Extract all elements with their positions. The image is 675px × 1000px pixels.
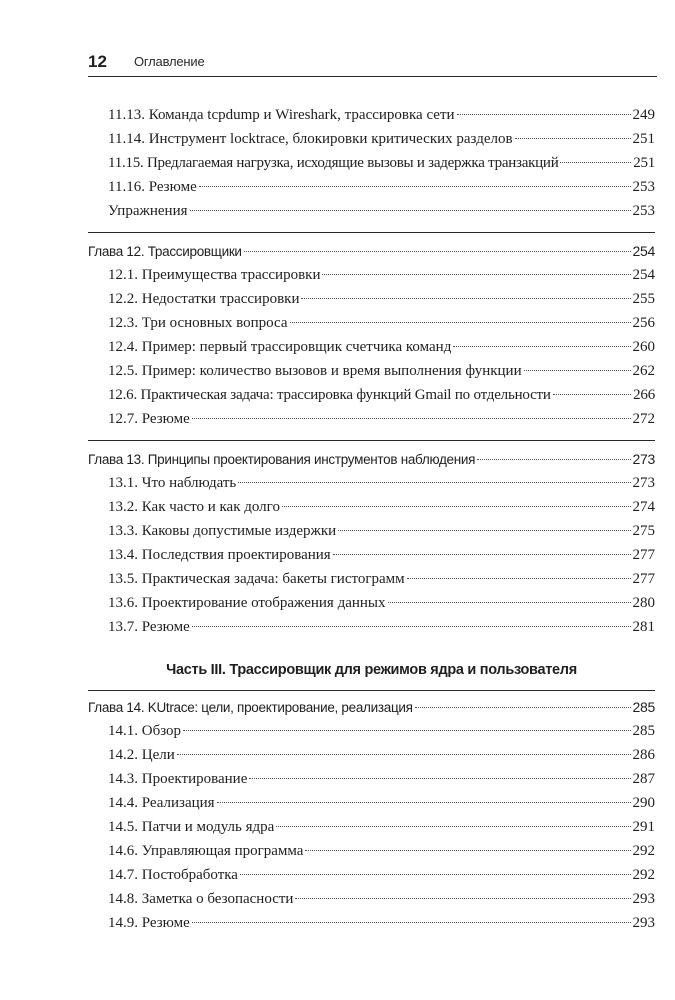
leader-dots (453, 346, 630, 347)
toc-entry[interactable] (88, 616, 655, 638)
toc-entry[interactable] (88, 384, 655, 406)
leader-dots (249, 778, 630, 779)
toc-entry-page: 260 (632, 339, 655, 355)
toc-entry-title: 14.8. Заметка о безопасности (108, 891, 294, 907)
toc-entry-page: 280 (632, 595, 655, 611)
toc-entry-page: 287 (632, 771, 655, 787)
toc-entry[interactable] (88, 152, 655, 174)
toc-entry-title: 14.4. Реализация (108, 795, 215, 811)
leader-dots (244, 251, 631, 252)
toc-entry-title: 13.6. Проектирование отображения данных (108, 595, 386, 611)
page-number: 12 (88, 52, 107, 71)
toc-entry-title: 12.4. Пример: первый трассировщик счетчика команд (108, 339, 452, 355)
leader-dots (333, 554, 631, 555)
chapter-entry[interactable] (88, 240, 655, 262)
toc-entry[interactable] (88, 840, 655, 862)
toc-entry-page: 277 (632, 547, 655, 563)
toc-entry[interactable] (88, 128, 655, 150)
toc-entry[interactable] (88, 720, 655, 742)
leader-dots (276, 826, 630, 827)
part-title[interactable]: Часть III. Трассировщик для режимов ядра и пользователя (166, 662, 577, 678)
toc-entry-page: 275 (632, 523, 655, 539)
toc-entry-title: 12.1. Преимущества трассировки (108, 267, 321, 283)
leader-dots (457, 114, 631, 115)
toc-entry[interactable] (88, 592, 655, 614)
toc-entry-page: 251 (633, 155, 655, 171)
leader-dots (388, 602, 631, 603)
toc-entry-title: 12.3. Три основных вопроса (108, 315, 288, 331)
leader-dots (192, 418, 631, 419)
divider (88, 440, 655, 441)
toc-entry-title: 13.1. Что наблюдать (108, 475, 237, 491)
toc-entry-page: 291 (632, 819, 655, 835)
chapter-page: 285 (632, 699, 655, 715)
leader-dots (322, 274, 630, 275)
toc-entry-title: 14.6. Управляющая программа (108, 843, 304, 859)
running-title: Оглавление (134, 54, 205, 69)
toc-entry-page: 266 (633, 387, 655, 403)
leader-dots (553, 394, 631, 395)
toc-entry-page: 272 (632, 411, 655, 427)
toc-entry-page: 255 (632, 291, 655, 307)
toc-entry-title: 13.7. Резюме (108, 619, 190, 635)
chapter-entry[interactable] (88, 448, 655, 470)
chapter-page: 273 (632, 451, 655, 467)
leader-dots (190, 210, 631, 211)
leader-dots (199, 186, 631, 187)
toc-entry-page: 286 (632, 747, 655, 763)
leader-dots (305, 850, 630, 851)
toc-entry-page: 254 (632, 267, 655, 283)
toc-entry-title: 13.5. Практическая задача: бакеты гистограмм (108, 571, 405, 587)
leader-dots (301, 298, 630, 299)
toc-entry-title: 12.5. Пример: количество вызовов и время выполнения функции (108, 363, 522, 379)
leader-dots (338, 530, 630, 531)
toc-entry-page: 253 (632, 179, 655, 195)
toc-entry-title: 14.5. Патчи и модуль ядра (108, 819, 275, 835)
toc-entry[interactable] (88, 744, 655, 766)
chapter-title: Глава 12. Трассировщики (88, 244, 242, 259)
toc-entry-page: 277 (632, 571, 655, 587)
toc-entry[interactable] (88, 568, 655, 590)
toc-entry-page: 281 (632, 619, 655, 635)
toc-entry-title: 14.9. Резюме (108, 915, 190, 931)
chapter-title: Глава 14. KUtrace: цели, проектирование, реализация (88, 700, 413, 715)
toc-entry[interactable] (88, 104, 655, 126)
leader-dots (282, 506, 631, 507)
toc-entry[interactable] (88, 792, 655, 814)
toc-entry-title: 14.7. Постобработка (108, 867, 238, 883)
toc-entry-page: 256 (632, 315, 655, 331)
toc-entry-page: 251 (632, 131, 655, 147)
page-header (88, 52, 657, 77)
leader-dots (560, 162, 631, 163)
toc-entry[interactable] (88, 472, 655, 494)
toc-entry[interactable] (88, 264, 655, 286)
toc-entry-page: 292 (632, 843, 655, 859)
divider (88, 690, 655, 691)
toc-entry-title: 11.14. Инструмент locktrace, блокировки критических разделов (108, 131, 513, 147)
toc-entry-title: 14.1. Обзор (108, 723, 182, 739)
toc-entry-page: 273 (632, 475, 655, 491)
toc-entry[interactable] (88, 768, 655, 790)
toc-entry-title: 13.4. Последствия проектирования (108, 547, 331, 563)
toc-entry[interactable] (88, 888, 655, 910)
toc-entry-title: 12.6. Практическая задача: трассировка функций Gmail по отдельности (108, 387, 551, 403)
leader-dots (524, 370, 631, 371)
leader-dots (407, 578, 631, 579)
toc-entry-page: 249 (632, 107, 655, 123)
chapter-entry[interactable] (88, 696, 655, 718)
leader-dots (477, 459, 630, 460)
toc-entry[interactable] (88, 176, 655, 198)
toc-entry[interactable] (88, 200, 655, 222)
leader-dots (177, 754, 631, 755)
leader-dots (192, 922, 631, 923)
toc-entry[interactable] (88, 544, 655, 566)
leader-dots (183, 730, 630, 731)
toc-entry[interactable] (88, 912, 655, 934)
toc-entry-title: 11.16. Резюме (108, 179, 197, 195)
toc-entry[interactable] (88, 520, 655, 542)
toc-entry-page: 293 (632, 915, 655, 931)
toc-entry[interactable] (88, 816, 655, 838)
toc-entry[interactable] (88, 360, 655, 382)
toc-entry[interactable] (88, 408, 655, 430)
toc-entry-title: 12.2. Недостатки трассировки (108, 291, 300, 307)
leader-dots (415, 707, 631, 708)
chapter-page: 254 (632, 243, 655, 259)
leader-dots (295, 898, 630, 899)
toc-entry-title: 11.15. Предлагаемая нагрузка, исходящие вызовы и задержка транзакций (108, 155, 559, 171)
toc-entry-page: 290 (632, 795, 655, 811)
leader-dots (290, 322, 631, 323)
leader-dots (217, 802, 631, 803)
leader-dots (240, 874, 631, 875)
toc-entry[interactable] (88, 496, 655, 518)
leader-dots (192, 626, 631, 627)
toc-entry-title: Упражнения (108, 203, 188, 219)
toc-entry-title: 14.2. Цели (108, 747, 175, 763)
toc-entry[interactable] (88, 312, 655, 334)
toc-entry[interactable] (88, 336, 655, 358)
chapter-title: Глава 13. Принципы проектирования инструментов наблюдения (88, 452, 476, 467)
divider (88, 232, 655, 233)
toc-entry-title: 11.13. Команда tcpdump и Wireshark, трассировка сети (108, 107, 455, 123)
toc-entry-title: 12.7. Резюме (108, 411, 190, 427)
toc-entry-title: 13.3. Каковы допустимые издержки (108, 523, 337, 539)
toc-entry-page: 293 (632, 891, 655, 907)
toc-entry[interactable] (88, 864, 655, 886)
toc-entry-title: 13.2. Как часто и как долго (108, 499, 280, 515)
toc-entry-page: 292 (632, 867, 655, 883)
toc-entry-page: 274 (632, 499, 655, 515)
toc-entry-title: 14.3. Проектирование (108, 771, 248, 787)
toc-entry-page: 262 (632, 363, 655, 379)
toc-entry-page: 285 (632, 723, 655, 739)
leader-dots (238, 482, 630, 483)
toc-entry[interactable] (88, 288, 655, 310)
leader-dots (515, 138, 631, 139)
toc-entry-page: 253 (632, 203, 655, 219)
